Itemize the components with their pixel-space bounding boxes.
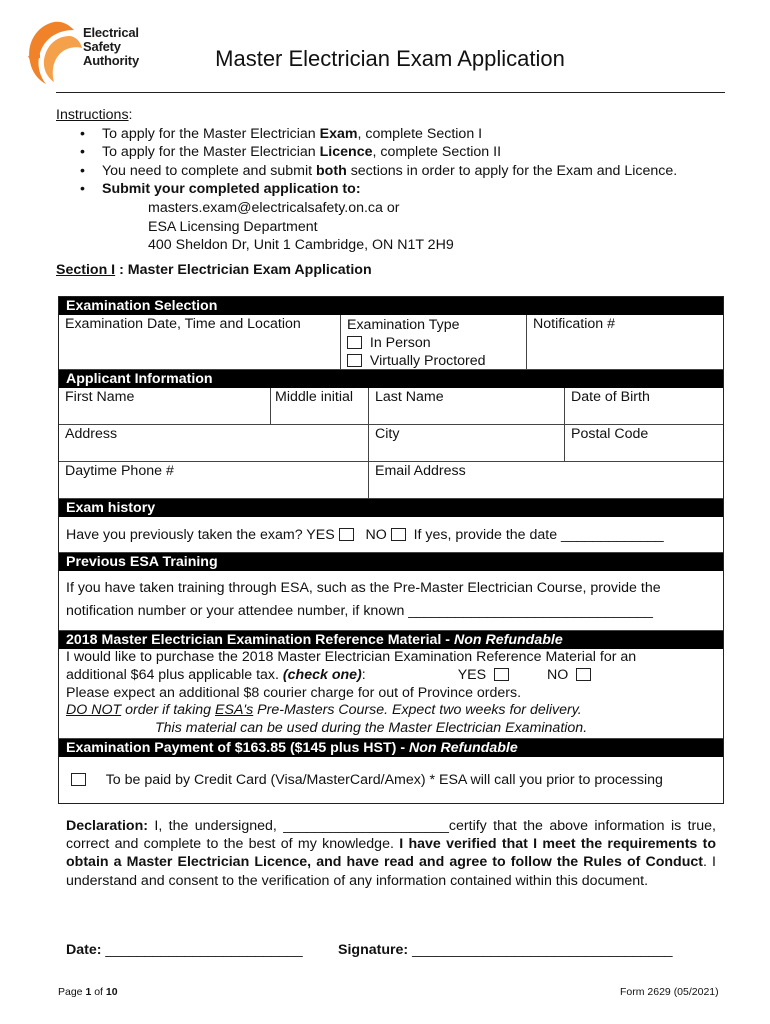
exam-history-question — [59, 527, 671, 543]
signature-label: Signature: — [338, 942, 409, 958]
reference-material-row — [59, 649, 723, 739]
section-title: : Master Electrician Exam Application — [115, 262, 372, 278]
option-virtual[interactable] — [347, 352, 520, 370]
option-in-person[interactable] — [347, 334, 520, 352]
applicant-address-row — [59, 425, 723, 462]
instruction-emphasis: both — [316, 162, 347, 179]
header-text: 2018 Master Electrician Examination Reference Material - — [66, 632, 454, 648]
declaration-text: I, the undersigned, _____________________certify that the above information is true, correct and complete to the best of my knowledge. — [66, 818, 716, 853]
reference-warning-line — [66, 702, 716, 720]
checkbox[interactable] — [347, 336, 362, 349]
instruction-submit — [102, 180, 736, 199]
option-label: In Person — [369, 335, 431, 351]
instruction-emphasis: Licence — [319, 144, 373, 161]
payment-row — [59, 757, 723, 803]
mailing-address — [56, 199, 736, 255]
previous-training-row — [59, 571, 723, 631]
esa-logo — [24, 16, 164, 88]
warning-text: order if taking — [121, 702, 216, 719]
instructions-list — [56, 125, 736, 199]
date-prompt: If yes, provide the date _____________ — [413, 526, 664, 543]
warning-text: Pre-Masters Course. Expect two weeks for delivery. — [253, 702, 582, 719]
applicant-information-header: Applicant Information — [59, 370, 723, 388]
reference-line: I would like to purchase the 2018 Master Electrician Examination Reference Material for an — [66, 649, 637, 665]
reference-material-header — [59, 631, 723, 649]
checkbox[interactable] — [347, 354, 362, 367]
instruction-exam — [102, 125, 736, 144]
logo-line-1: Electrical — [83, 25, 139, 40]
first-name-field[interactable] — [59, 388, 271, 424]
no-checkbox[interactable] — [391, 528, 406, 541]
examination-selection-row — [59, 315, 723, 370]
page-number — [58, 986, 118, 998]
declaration-text: . I understand and consent to the verification of any information contained within this document. — [66, 854, 716, 889]
exam-date-field[interactable] — [59, 315, 341, 369]
reference-text-part: : — [361, 666, 366, 683]
reference-text-part: additional $64 plus applicable tax. — [66, 666, 283, 683]
yes-label: YES — [457, 666, 487, 683]
reference-text — [59, 649, 723, 738]
esa-swoosh-icon — [24, 16, 86, 88]
exam-history-row — [59, 517, 723, 553]
option-label: Virtually Proctored — [369, 353, 486, 369]
address-line: ESA Licensing Department — [148, 218, 318, 235]
city-field[interactable] — [369, 425, 565, 461]
instruction-text: You need to complete and submit — [102, 162, 317, 179]
field-label: Daytime Phone # — [65, 463, 174, 479]
page-total: 10 — [105, 986, 118, 998]
reference-choice-line — [66, 667, 716, 685]
instructions-label: Instructions — [56, 107, 129, 123]
declaration — [66, 817, 716, 890]
section-label: Section I — [56, 262, 116, 278]
reference-note: This material can be used during the Master Electrician Examination. — [155, 720, 588, 737]
instruction-text: To apply for the Master Electrician — [102, 125, 320, 142]
warning-emphasis: DO NOT — [66, 702, 122, 719]
instruction-text: sections in order to apply for the Exam and Licence. — [346, 162, 678, 179]
declaration-label: Declaration: — [66, 818, 148, 834]
field-label: Email Address — [375, 463, 466, 479]
examination-selection-header: Examination Selection — [59, 297, 723, 315]
instruction-emphasis: Submit your completed application to: — [102, 181, 361, 198]
field-label: Last Name — [375, 389, 444, 405]
date-signoff[interactable] — [66, 942, 303, 958]
page-text: of — [91, 986, 106, 998]
page-current: 1 — [85, 986, 92, 998]
email-field[interactable] — [369, 462, 723, 498]
field-label: Middle initial — [275, 389, 354, 405]
field-label: Address — [65, 426, 118, 442]
applicant-name-row — [59, 388, 723, 425]
logo-line-3: Authority — [83, 53, 139, 68]
field-label: Examination Date, Time and Location — [65, 316, 301, 332]
header-emphasis: Non Refundable — [408, 740, 518, 756]
reference-line: Please expect an additional $8 courier charge for out of Province orders. — [66, 684, 522, 701]
instruction-licence — [102, 143, 736, 162]
title-divider — [56, 92, 725, 93]
header-text: Examination Payment of $163.85 ($145 plus HST) - — [66, 740, 409, 756]
payment-header — [59, 739, 723, 757]
logo-line-2: Safety — [83, 39, 121, 54]
page-text: Page — [58, 986, 86, 998]
instruction-both — [102, 162, 736, 181]
instructions-label-suffix: : — [128, 107, 133, 123]
address-field[interactable] — [59, 425, 369, 461]
signature-signoff[interactable] — [338, 942, 672, 958]
yes-checkbox[interactable] — [339, 528, 354, 541]
header-emphasis: Non Refundable — [453, 632, 563, 648]
reference-emphasis: (check one) — [282, 666, 362, 683]
payment-option-label: To be paid by Credit Card (Visa/MasterCard/Amex) * ESA will call you prior to processing — [105, 772, 663, 788]
instruction-text: To apply for the Master Electrician — [102, 144, 320, 161]
question-text: Have you previously taken the exam? YES — [66, 526, 335, 543]
instructions-block — [56, 106, 736, 255]
document-title: Master Electrician Exam Application — [215, 46, 565, 71]
exam-type-field — [341, 315, 527, 369]
application-form — [58, 296, 724, 804]
field-label: Date of Birth — [571, 389, 650, 405]
payment-option[interactable] — [59, 772, 670, 788]
middle-initial-field[interactable] — [271, 388, 369, 424]
no-label: NO — [547, 666, 569, 683]
field-label: First Name — [65, 389, 135, 405]
address-email-link[interactable]: masters.exam@electricalsafety.on.ca or — [148, 199, 400, 216]
section-heading — [56, 262, 372, 278]
no-checkbox[interactable] — [576, 668, 591, 681]
notification-field[interactable] — [527, 315, 723, 369]
date-of-birth-field[interactable] — [565, 388, 723, 424]
last-name-field[interactable] — [369, 388, 565, 424]
field-label: Notification # — [533, 316, 616, 332]
no-label: NO — [365, 526, 387, 543]
instruction-emphasis: Exam — [319, 125, 358, 142]
date-label: Date: — [66, 942, 102, 958]
phone-field[interactable] — [59, 462, 369, 498]
yes-checkbox[interactable] — [494, 668, 509, 681]
previous-training-header: Previous ESA Training — [59, 553, 723, 571]
warning-emphasis: ESA's — [215, 702, 254, 719]
signature-blank: _________________________________ — [408, 942, 673, 958]
training-text — [59, 571, 668, 630]
training-line: notification number or your attendee number, if known _______________________________ — [66, 603, 653, 619]
form-identifier: Form 2629 (05/2021) — [620, 986, 719, 998]
instruction-text: , complete Section II — [372, 144, 502, 161]
instruction-text: , complete Section I — [357, 125, 483, 142]
field-label: City — [375, 426, 400, 442]
applicant-contact-row — [59, 462, 723, 499]
date-blank: _________________________ — [101, 942, 303, 958]
field-label: Examination Type — [347, 317, 460, 333]
exam-history-header: Exam history — [59, 499, 723, 517]
address-line: 400 Sheldon Dr, Unit 1 Cambridge, ON N1T 2H9 — [148, 237, 454, 254]
credit-card-checkbox[interactable] — [71, 773, 86, 786]
postal-code-field[interactable] — [565, 425, 723, 461]
declaration-emphasis: I have verified that I meet the requirements to obtain a Master Electrician Licence, and have read and agree to follow the Rules of Conduct — [66, 836, 717, 871]
field-label: Postal Code — [571, 426, 649, 442]
training-line: If you have taken training through ESA, such as the Pre-Master Electrician Course, provide the — [66, 580, 661, 596]
